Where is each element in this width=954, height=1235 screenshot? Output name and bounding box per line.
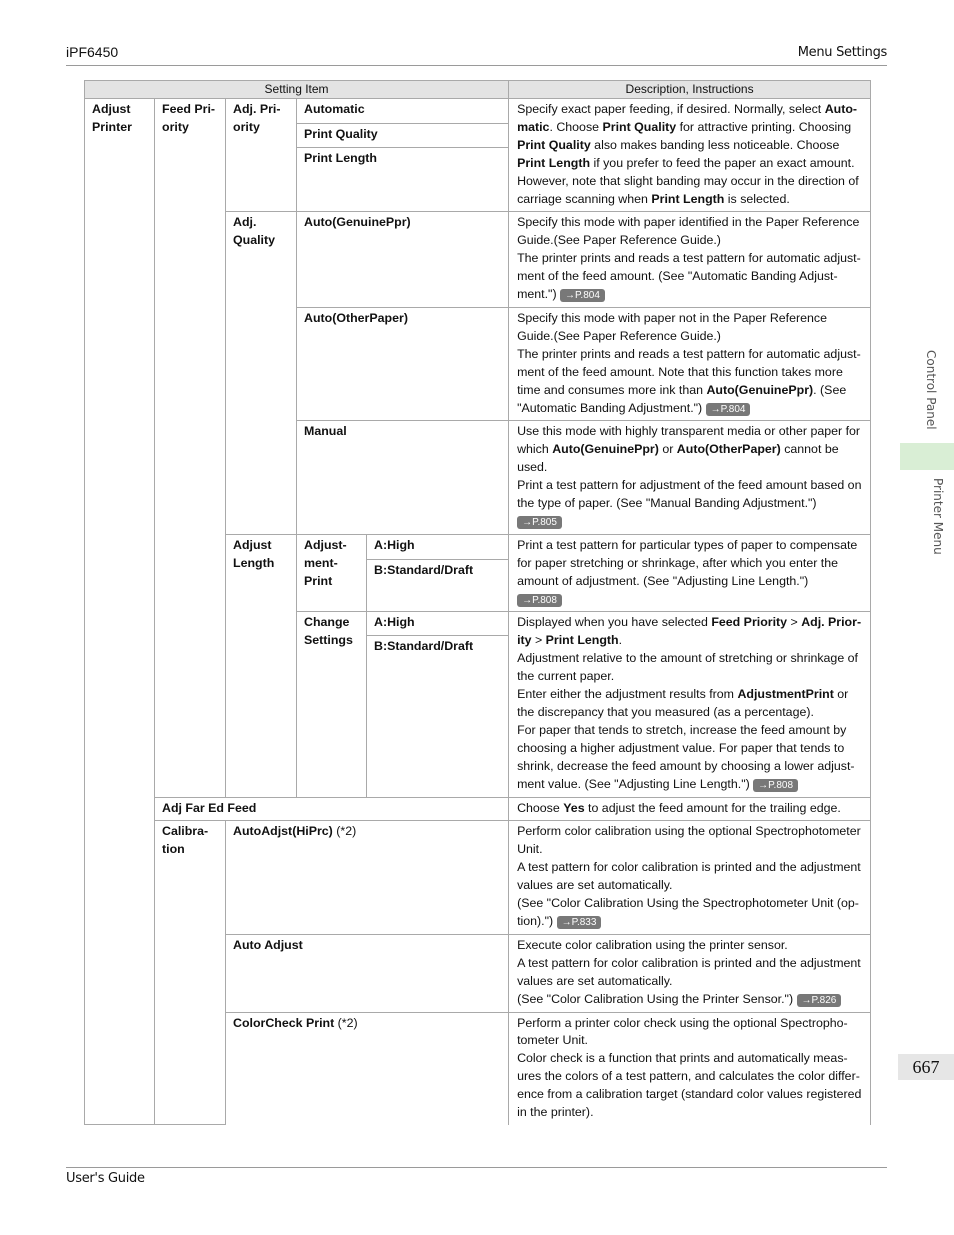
page-ref-link[interactable]: →P.804 xyxy=(560,289,605,302)
cell-adj-quality: Adj. Quality xyxy=(226,212,297,534)
desc-adjustment-print: Print a test pattern for particular types of paper to compensate for paper stretching or shrinkage, after which you enter the amount of adjustment. (See "Adjusting Line Length.") →P.808 xyxy=(509,534,871,612)
cell-adjustment-print: Adjust-ment-Print xyxy=(297,534,367,612)
option-auto-adjust: Auto Adjust xyxy=(226,934,509,1012)
header-section: Menu Settings xyxy=(797,45,887,60)
option-print-quality: Print Quality xyxy=(297,123,509,148)
header-setting-item: Setting Item xyxy=(85,81,509,99)
option-a-high: A:High xyxy=(367,534,509,560)
cell-adj-priority: Adj. Pri-ority xyxy=(226,99,297,212)
cell-change-settings: Change Settings xyxy=(297,612,367,797)
header-rule xyxy=(66,65,887,66)
option-b-standard-2: B:Standard/Draft xyxy=(367,636,509,797)
side-tab-highlight xyxy=(900,443,954,470)
page-number: 667 xyxy=(898,1054,954,1080)
option-a-high-2: A:High xyxy=(367,612,509,636)
option-autoadjst-hiprc: AutoAdjst(HiPrc) (*2) xyxy=(226,821,509,934)
option-colorcheck-print: ColorCheck Print (*2) xyxy=(226,1012,509,1125)
desc-auto-genuine: Specify this mode with paper identified in the Paper Reference Guide.(See Paper Reference Guide.) The printer prints and reads a test pattern for automatic adjust-ment of the feed amount. (See "Automatic Banding Adjust-ment.") →P.804 xyxy=(509,212,871,308)
desc-change-settings: Displayed when you have selected Feed Priority > Adj. Prior-ity > Print Length. Adjustment relative to the amount of stretching or shrinkage of the current paper. Enter either the adjustment results from AdjustmentPrint or the discrepancy that you measured (as a percentage). For paper that tends to stretch, increase the feed amount by choosing a higher adjustment value. For paper that tends to shrink, decrease the feed amount by choosing a lower adjust-ment value. (See "Adjusting Line Length.") →P.808 xyxy=(509,612,871,797)
cell-calibration: Calibra-tion xyxy=(155,821,226,1125)
table-row xyxy=(85,99,871,124)
page-ref-link[interactable]: →P.804 xyxy=(706,403,751,416)
page-ref-link[interactable]: →P.808 xyxy=(753,779,798,792)
header-description: Description, Instructions xyxy=(509,81,871,99)
cell-adjust-length: Adjust Length xyxy=(226,534,297,797)
table-header-row xyxy=(85,81,871,99)
option-auto-genuine: Auto(GenuinePpr) xyxy=(297,212,509,308)
desc-colorcheck-print: Perform a printer color check using the optional Spectropho-tometer Unit. Color check is a function that prints and automatically meas-ures the colors of a test pattern, and calculates the color differ-ence from a calibration target (standard color values registered in the printer). xyxy=(509,1012,871,1125)
header-model: iPF6450 xyxy=(66,44,119,60)
option-print-length: Print Length xyxy=(297,148,509,212)
footer-text: User's Guide xyxy=(66,1171,145,1186)
page-ref-link[interactable]: →P.833 xyxy=(557,916,602,929)
option-b-standard: B:Standard/Draft xyxy=(367,560,509,612)
footer-rule xyxy=(66,1167,887,1168)
page-ref-link[interactable]: →P.805 xyxy=(517,516,562,529)
desc-manual: Use this mode with highly transparent media or other paper for which Auto(GenuinePpr) or Auto(OtherPaper) cannot be used. Print a test pattern for adjustment of the feed amount based on the type of paper. (See "Manual Banding Adjustment.") →P.805 xyxy=(509,421,871,534)
desc-auto-other: Specify this mode with paper not in the Paper Reference Guide.(See Paper Reference Guide.) The printer prints and reads a test pattern for automatic adjust-ment of the feed amount. Note that this function takes more time and consumes more ink than Auto(GenuinePpr). (See "Automatic Banding Adjustment.") →P.804 xyxy=(509,307,871,420)
cell-adjust-printer: Adjust Printer xyxy=(85,99,155,1125)
cell-adj-far-ed-feed: Adj Far Ed Feed xyxy=(155,797,509,821)
desc-adj-priority: Specify exact paper feeding, if desired. Normally, select Auto-matic. Choose Print Quality for attractive printing. Choosing Print Quality also makes banding less noticeable. Choose Print Length if you prefer to feed the paper an exact amount. However, note that slight banding may occur in the direction of carriage scanning when Print Length is selected. xyxy=(509,99,871,212)
option-manual: Manual xyxy=(297,421,509,534)
desc-autoadjst-hiprc: Perform color calibration using the optional Spectrophotometer Unit. A test pattern for color calibration is printed and the adjustment values are set automatically. (See "Color Calibration Using the Spectrophotometer Unit (op-tion).") →P.833 xyxy=(509,821,871,934)
table-row xyxy=(85,797,871,821)
page-ref-link[interactable]: →P.826 xyxy=(797,994,842,1007)
desc-adj-far-ed-feed: Choose Yes to adjust the feed amount for the trailing edge. xyxy=(509,797,871,821)
option-automatic: Automatic xyxy=(297,99,509,124)
option-auto-other: Auto(OtherPaper) xyxy=(297,307,509,420)
cell-feed-priority: Feed Pri-ority xyxy=(155,99,226,798)
settings-table xyxy=(84,80,871,1125)
side-tab-printer-menu[interactable]: Printer Menu xyxy=(931,478,945,555)
side-tab-control-panel[interactable]: Control Panel xyxy=(924,350,938,430)
page-ref-link[interactable]: →P.808 xyxy=(517,594,562,607)
desc-auto-adjust: Execute color calibration using the printer sensor. A test pattern for color calibration is printed and the adjustment values are set automatically. (See "Color Calibration Using the Printer Sensor.") →P.826 xyxy=(509,934,871,1012)
table-row xyxy=(85,821,871,934)
